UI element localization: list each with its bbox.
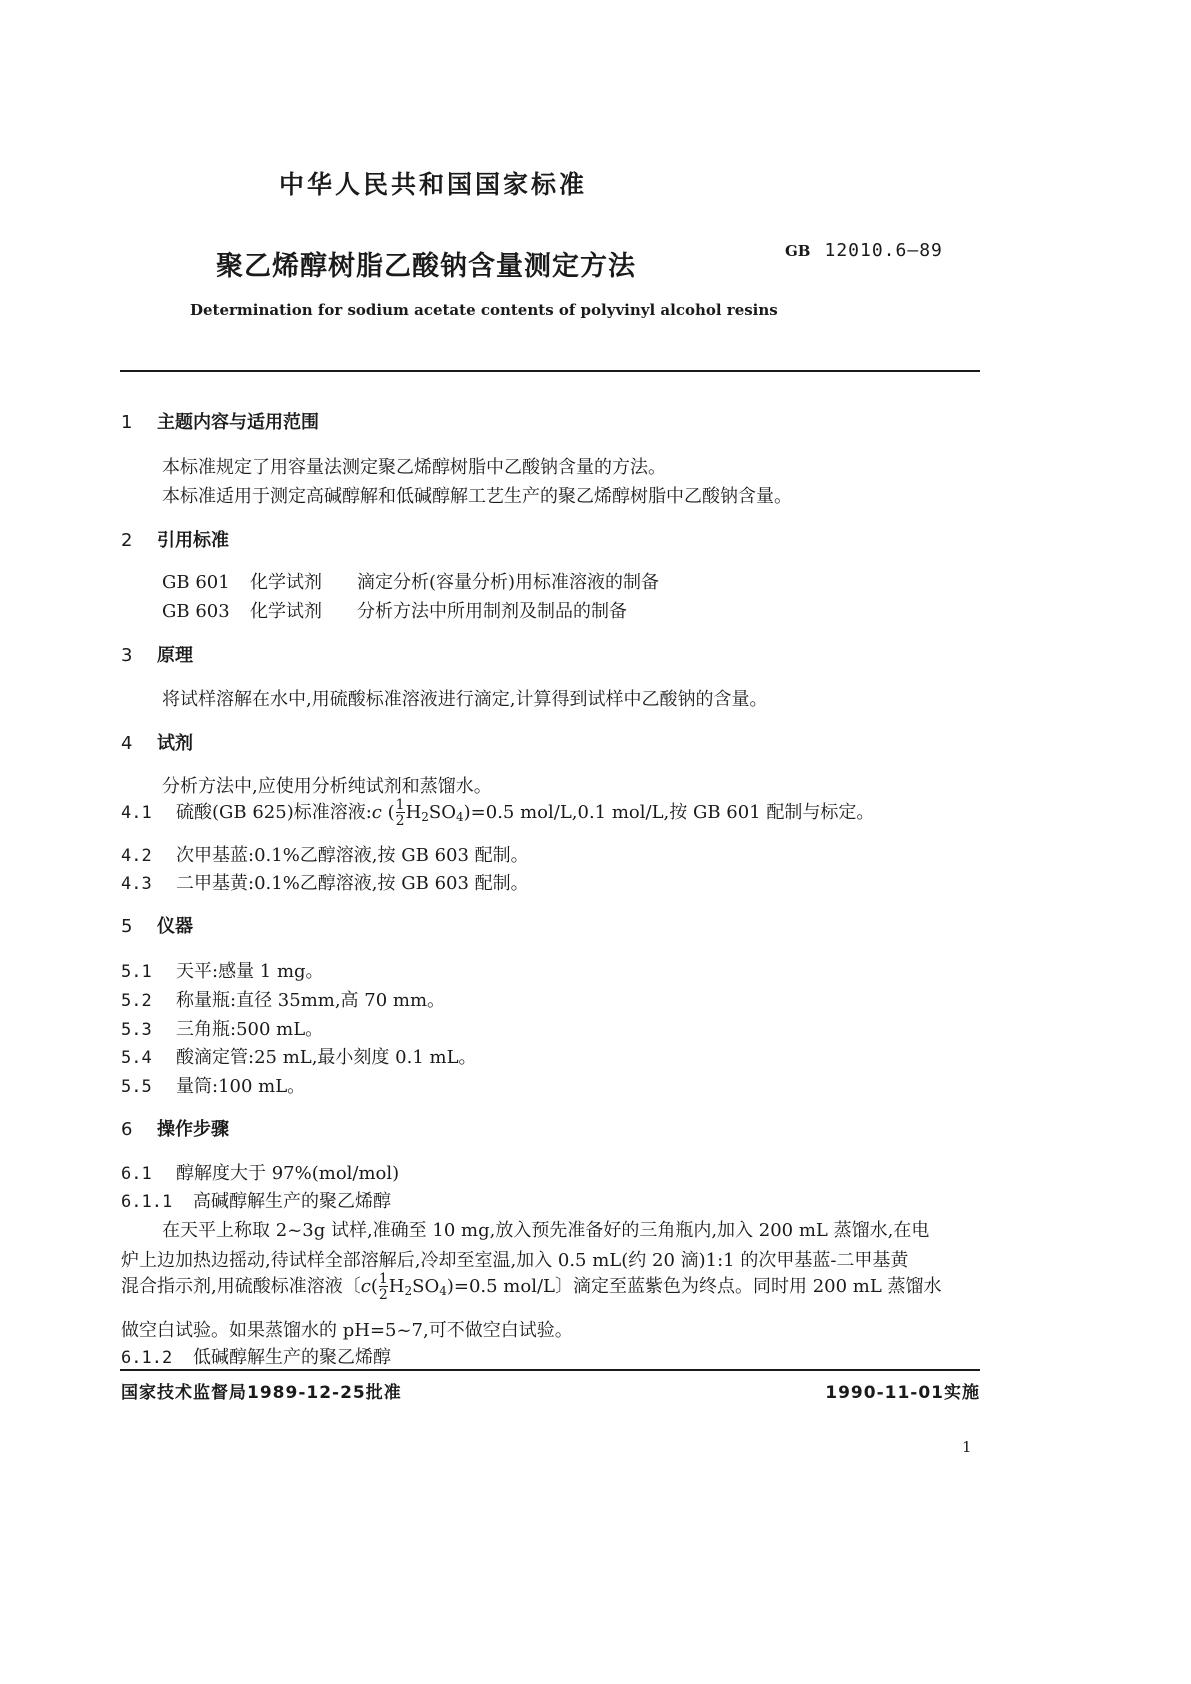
open-paren: (	[370, 1276, 378, 1297]
item-number: 4.3	[121, 874, 152, 894]
effective-date: 1990-11-01实施	[825, 1383, 980, 1403]
section-5-heading	[121, 912, 193, 938]
apparatus-item	[121, 1072, 305, 1098]
document-title: 聚乙烯醇树脂乙酸钠含量测定方法	[216, 251, 636, 282]
section-number: 3	[121, 645, 133, 666]
formula-sub-2: 2	[404, 1284, 413, 1298]
item-text: 天平:感量 1 mg。	[176, 961, 324, 982]
reference-item	[162, 597, 627, 623]
reagent-item-4-1: 4.1 硫酸(GB 625)标准溶液:c ( $\frac{1}{2}$ $H_2SO_4)=0.5$ mol/L,0.1 mol/L,按 GB 601 配制与标定。	[121, 797, 875, 829]
reference-item	[162, 568, 659, 594]
subsection-6-1-2	[121, 1343, 391, 1369]
standard-code-number: 12010.6—89	[824, 240, 943, 261]
procedure-line-3	[121, 1272, 942, 1302]
item-number: 6.1.2	[121, 1348, 173, 1368]
reference-name: 滴定分析(容量分析)用标准溶液的制备	[357, 572, 660, 593]
section-1-heading	[121, 408, 319, 434]
formula-sub-4: 4	[439, 1284, 447, 1298]
formula-sub-2: 2	[421, 810, 429, 824]
fraction-numerator: 1	[378, 1271, 388, 1287]
section-3-paragraph: 将试样溶解在水中,用硫酸标准溶液进行滴定,计算得到试样中乙酸钠的含量。	[162, 689, 768, 710]
formula-so: SO	[412, 1276, 440, 1297]
reagent-item-4-3	[121, 869, 529, 895]
section-title: 仪器	[157, 916, 193, 937]
apparatus-item	[121, 1015, 323, 1041]
fraction-denominator: 2	[378, 1287, 388, 1303]
item-text: 次甲基蓝:0.1%乙醇溶液,按 GB 603 配制。	[176, 845, 529, 866]
standard-code	[785, 240, 943, 261]
reference-category: 化学试剂	[250, 572, 322, 593]
reference-category: 化学试剂	[250, 601, 322, 622]
section-number: 2	[121, 530, 133, 551]
section-number: 1	[121, 412, 133, 433]
section-2-heading	[121, 526, 229, 552]
section-1-paragraph-1: 本标准规定了用容量法测定聚乙烯醇树脂中乙酸钠含量的方法。	[162, 457, 666, 478]
item-text: 量筒:100 mL。	[176, 1076, 306, 1097]
fraction-denominator: 2	[395, 813, 405, 829]
section-title: 操作步骤	[157, 1119, 229, 1140]
section-4-intro: 分析方法中,应使用分析纯试剂和蒸馏水。	[162, 776, 492, 797]
section-1-paragraph-2: 本标准适用于测定高碱醇解和低碱醇解工艺生产的聚乙烯醇树脂中乙酸钠含量。	[162, 486, 792, 507]
item-number: 5.4	[121, 1048, 152, 1068]
item-number: 4.2	[121, 846, 152, 866]
procedure-line-2: 炉上边加热边摇动,待试样全部溶解后,冷却至室温,加入 0.5 mL(约 20 滴)1:1 的次甲基蓝-二甲基黄	[121, 1250, 909, 1271]
apparatus-item	[121, 986, 445, 1012]
item-number: 6.1	[121, 1164, 152, 1184]
fraction-numerator: 1	[395, 797, 405, 813]
section-6-heading	[121, 1115, 229, 1141]
section-4-heading	[121, 729, 193, 755]
section-title: 主题内容与适用范围	[157, 412, 319, 433]
procedure-line-1: 在天平上称取 2~3g 试样,准确至 10 mg,放入预先准备好的三角瓶内,加入 200 mL 蒸馏水,在电	[162, 1220, 930, 1241]
item-number: 5.5	[121, 1077, 152, 1097]
section-number: 4	[121, 733, 133, 754]
subsection-6-1-1	[121, 1187, 391, 1213]
fraction	[396, 798, 405, 828]
footer-divider	[120, 1369, 980, 1371]
procedure-line-3-pre: 混合指示剂,用硫酸标准溶液〔	[121, 1276, 361, 1297]
english-title: Determination for sodium acetate contents of polyvinyl alcohol resins	[190, 301, 778, 319]
item-text: 称量瓶:直径 35mm,高 70 mm。	[176, 990, 446, 1011]
section-3-heading	[121, 641, 193, 667]
header-divider	[120, 370, 980, 372]
section-title: 原理	[157, 645, 193, 666]
formula-sub-4: 4	[456, 810, 464, 824]
reagent-item-4-2	[121, 841, 529, 867]
reference-code: GB 603	[162, 601, 230, 622]
fraction	[379, 1272, 388, 1302]
apparatus-item	[121, 1043, 477, 1069]
apparatus-item	[121, 957, 324, 983]
item-number: 5.3	[121, 1020, 152, 1040]
section-title: 引用标准	[157, 530, 229, 551]
national-standard-title: 中华人民共和国国家标准	[279, 170, 588, 199]
item-text: 醇解度大于 97%(mol/mol)	[176, 1163, 400, 1184]
section-number: 5	[121, 916, 133, 937]
section-number: 6	[121, 1119, 133, 1140]
reference-name: 分析方法中所用制剂及制品的制备	[357, 601, 627, 622]
item-number: 5.2	[121, 991, 152, 1011]
approval-line: 国家技术监督局1989-12-25批准	[121, 1383, 402, 1403]
item-text: 低碱醇解生产的聚乙烯醇	[193, 1347, 391, 1368]
concentration-symbol: c	[360, 1276, 371, 1297]
reference-code: GB 601	[162, 572, 230, 593]
item-number: 4.1	[121, 803, 152, 823]
item-text: 二甲基黄:0.1%乙醇溶液,按 GB 603 配制。	[176, 873, 529, 894]
formula-h: H	[405, 802, 422, 823]
item-text: 酸滴定管:25 mL,最小刻度 0.1 mL。	[176, 1047, 477, 1068]
formula-h: H	[388, 1276, 405, 1297]
section-title: 试剂	[157, 733, 193, 754]
item-number: 6.1.1	[121, 1192, 173, 1212]
procedure-line-3-post: )=0.5 mol/L〕滴定至蓝紫色为终点。同时用 200 mL 蒸馏水	[446, 1276, 942, 1297]
item-text: 三角瓶:500 mL。	[176, 1019, 324, 1040]
page-number: 1	[962, 1438, 972, 1456]
item-number: 5.1	[121, 962, 152, 982]
procedure-line-4: 做空白试验。如果蒸馏水的 pH=5~7,可不做空白试验。	[121, 1320, 573, 1341]
concentration-symbol: c	[371, 802, 382, 823]
standard-code-prefix: GB	[785, 242, 811, 260]
subsection-6-1	[121, 1159, 399, 1185]
item-text-post: )=0.5 mol/L,0.1 mol/L,按 GB 601 配制与标定。	[463, 802, 875, 823]
item-text: 高碱醇解生产的聚乙烯醇	[193, 1191, 391, 1212]
item-text-pre: 硫酸(GB 625)标准溶液:	[176, 802, 372, 823]
formula-so: SO	[428, 802, 456, 823]
